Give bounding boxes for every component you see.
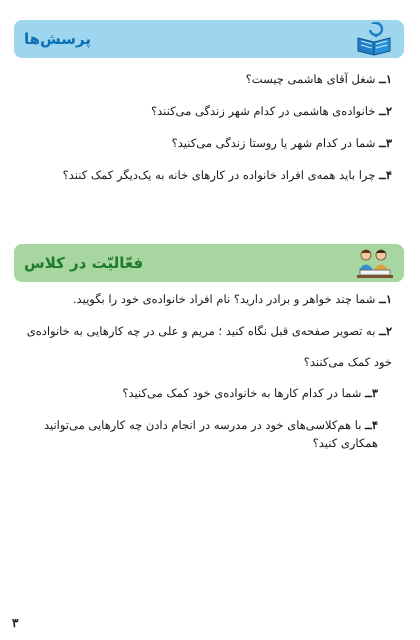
list-item: ۳ــ شما در کدام کارها به خانواده‌ی خود کمک می‌کنید؟ (122, 386, 378, 400)
page-number: ۳ (12, 616, 19, 630)
questions-banner (14, 20, 404, 58)
list-item: ۲ــ به تصویر صفحه‌ی قبل نگاه کنید ؛ مریم و علی در چه کارهایی به خانواده‌ی خود کمک می‌کنند؟ (26, 324, 392, 369)
activity-list (14, 290, 392, 466)
book-question-icon (354, 22, 394, 56)
questions-list (28, 70, 392, 198)
activity-title: فعّالیّت در کلاس (24, 254, 144, 272)
list-item: ۱ــ شما چند خواهر و برادر دارید؟ نام افراد خانواده‌ی خود را بگویید. (72, 292, 392, 306)
list-item: ۲ــ خانواده‌ی هاشمی در کدام شهر زندگی می‌کنند؟ (151, 104, 392, 118)
students-reading-icon (354, 246, 394, 280)
questions-title: پرسش‌ها (24, 30, 91, 48)
list-item: ۱ــ شغل آقای هاشمی چیست؟ (245, 72, 392, 86)
list-item: ۴ــ چرا باید همه‌ی افراد خانواده در کارهای خانه به یک‌دیگر کمک کنند؟ (62, 168, 392, 182)
activity-banner (14, 244, 404, 282)
list-item: ۳ــ شما در کدام شهر یا روستا زندگی می‌کنید؟ (171, 136, 392, 150)
list-item: ۴ــ با هم‌کلاسی‌های خود در مدرسه در انجام دادن چه کارهایی می‌توانید همکاری کنید؟ (43, 418, 378, 450)
